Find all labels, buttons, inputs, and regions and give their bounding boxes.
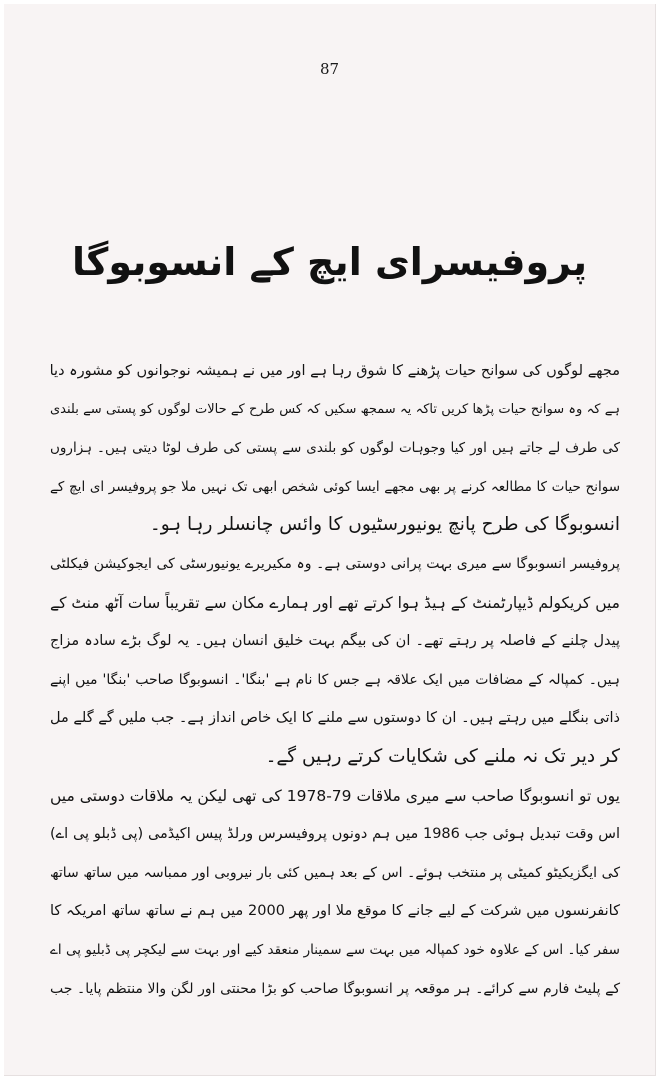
text-line: کر دیر تک نہ ملنے کی شکایات کرتے رہیں گے۔ [265, 745, 620, 767]
page-number: 87 [319, 60, 340, 78]
text-line: پروفیسر انسوبوگا سے میری بہت پرانی دوستی ہے۔ وہ مکیریرے یونیورسٹی کی ایجوکیشن فیکلٹی [50, 555, 620, 572]
text-line: سفر کیا۔ اس کے علاوہ خود کمپالہ میں بہت سے سمینار منعقد کیے اور بہت سے لیکچر پی ڈبلیو پی اے [50, 941, 620, 958]
book-page [4, 4, 656, 1076]
paragraph [50, 545, 620, 777]
text-line: کی ایگزیکیٹو کمیٹی پر منتخب ہوئے۔ اس کے بعد ہمیں کئی بار نیروبی اور ممباسہ میں ساتھ ساتھ [50, 864, 620, 881]
text-line: کی طرف لے جاتے ہیں اور کیا وجوہات لوگوں کو بلندی سے پستی کی طرف لوٹا دیتی ہیں۔ ہزاروں [50, 440, 620, 457]
chapter-title: پروفیسرای ایچ کے انسوبوگا [71, 240, 588, 284]
paragraph [50, 352, 620, 545]
text-line: میں کریکولم ڈیپارٹمنٹ کے ہیڈ ہوا کرتے تھے اور ہمارے مکان سے تقریباً سات آٹھ منٹ کے [50, 593, 620, 612]
text-line: سوانح حیات کا مطالعہ کرنے پر بھی مجھے ایسا کوئی شخص ابھی تک نہیں ملا جو پروفیسر ای ایچ کے [50, 478, 620, 495]
text-line: کے پلیٹ فارم سے کرائے۔ ہر موقعہ پر انسوبوگا صاحب کو بڑا محنتی اور لگن والا منتظم پایا۔ جب [50, 980, 620, 997]
text-line: ہیں۔ کمپالہ کے مضافات میں ایک علاقہ ہے جس کا نام ہے 'بنگا'۔ انسوبوگا صاحب 'بنگا' میں اپنے [50, 671, 620, 688]
text-line: انسوبوگا کی طرح پانچ یونیورسٹیوں کا وائس چانسلر رہا ہو۔ [149, 514, 620, 536]
text-line: ذاتی بنگلے میں رہتے ہیں۔ ان کا دوستوں سے ملنے کا ایک خاص انداز ہے۔ جب ملیں گے گلے مل [50, 710, 620, 727]
text-line: یوں تو انسوبوگا صاحب سے میری ملاقات 79-1978 کی تھی لیکن یہ ملاقات دوستی میں [50, 786, 620, 805]
text-line: مجھے لوگوں کی سوانح حیات پڑھنے کا شوق رہا ہے اور میں نے ہمیشہ نوجوانوں کو مشورہ دیا [49, 363, 620, 379]
text-line: پیدل چلنے کے فاصلہ پر رہتے تھے۔ ان کی بیگم بہت خلیق انسان ہیں۔ یہ لوگ بڑے سادہ مزاج [50, 633, 620, 650]
text-line: کانفرنسوں میں شرکت کے لیے جانے کا موقع ملا اور پھر 2000 میں ہم نے ساتھ ساتھ امریکہ کا [50, 903, 620, 920]
paragraph [50, 777, 620, 1009]
body-text [50, 352, 620, 1008]
text-line: ہے کہ وہ سوانح حیات پڑھا کریں تاکہ یہ سمجھ سکیں کہ کس طرح کے حالات لوگوں کو پستی سے بلندی [50, 401, 620, 417]
text-line: اس وقت تبدیل ہوئی جب 1986 میں ہم دونوں پروفیسرس ورلڈ پیس اکیڈمی (پی ڈبلو پی اے) [50, 826, 620, 843]
